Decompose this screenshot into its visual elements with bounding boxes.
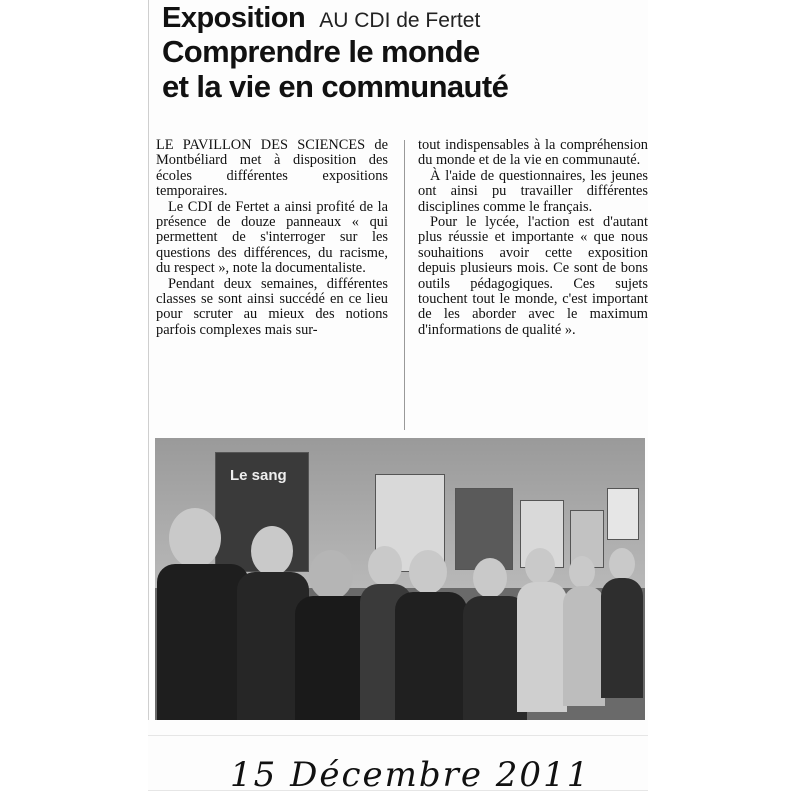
- clipping-edge: [148, 0, 149, 720]
- column-divider: [404, 140, 405, 430]
- paragraph: LE PAVILLON DES SCIENCES de Montbéliard met à disposition des écoles différentes expositions temporaires.: [156, 137, 388, 200]
- paragraph: tout indispensables à la compréhension du monde et de la vie en communauté.: [418, 137, 648, 169]
- article-column-1: [156, 138, 388, 338]
- paragraph: À l'aide de questionnaires, les jeunes ont ainsi pu travailler différentes disciplines comme le français.: [418, 167, 648, 215]
- article-kicker: [162, 2, 480, 35]
- paragraph: Pendant deux semaines, différentes classes se sont ainsi succédé en ce lieu pour scruter au mieux des notions parfois complexes mais sur-: [156, 275, 388, 338]
- kicker-sub: AU CDI de Fertet: [319, 9, 481, 32]
- headline-line-1: Comprendre le monde: [162, 34, 480, 69]
- group-photo: [155, 438, 645, 720]
- paragraph: Le CDI de Fertet a ainsi profité de la présence de douze panneaux « qui permettent de s'interroger sur les questions des différences, du racisme, du respect », note la documentaliste.: [156, 198, 388, 277]
- notebook-line: [148, 735, 648, 736]
- paragraph: Pour le lycée, l'action est d'autant plus réussie et importante « que nous souhaitions avoir cette exposition depuis plusieurs mois. Ce sont de bons outils pédagogiques. Ces sujets touchent tout le monde, c'est important de les aborder avec le maximum d'informations de qualité ».: [418, 214, 648, 338]
- article-column-2: [418, 138, 648, 338]
- poster: [455, 488, 513, 570]
- handwritten-date: 15 Décembre 2011: [230, 755, 591, 795]
- headline-line-2: et la vie en communauté: [162, 69, 509, 104]
- poster-title: Le sang: [230, 467, 287, 484]
- poster: [607, 488, 639, 540]
- article-headline: [162, 34, 632, 104]
- kicker-main: Exposition: [162, 2, 306, 34]
